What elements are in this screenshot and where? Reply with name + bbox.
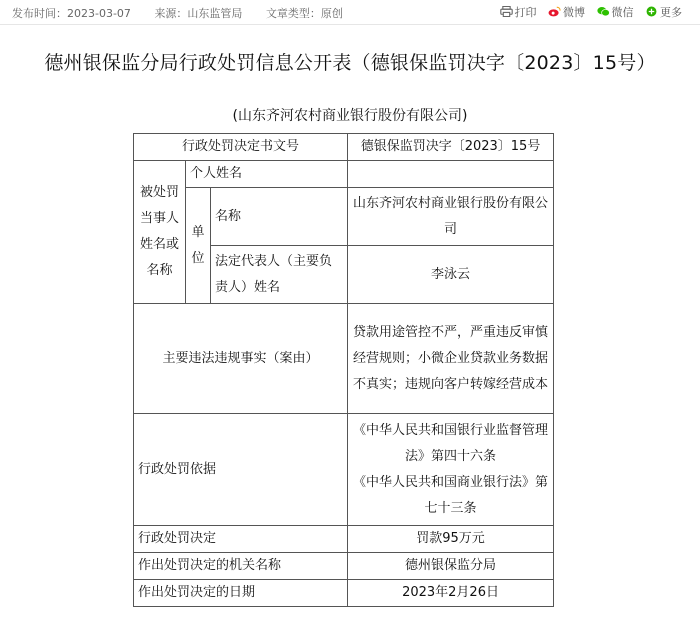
print-label: 打印 bbox=[514, 6, 537, 19]
facts-value: 贷款用途管控不严，严重违反审慎经营规则；小微企业贷款业务数据不真实；违规向客户转嫁经营成本 bbox=[348, 304, 554, 414]
decision-value: 罚款95万元 bbox=[348, 526, 554, 553]
table-row bbox=[134, 161, 554, 188]
legal-rep-label: 法定代表人（主要负责人）姓名 bbox=[211, 246, 348, 304]
penalty-info-table bbox=[133, 133, 554, 607]
authority-label: 作出处罚决定的机关名称 bbox=[134, 553, 348, 580]
table-row bbox=[134, 188, 554, 246]
entity-name-label: 名称 bbox=[211, 188, 348, 246]
page-title: 德州银保监分局行政处罚信息公开表（德银保监罚决字〔2023〕15号） bbox=[44, 52, 656, 74]
doc-number-value: 德银保监罚决字〔2023〕15号 bbox=[348, 134, 554, 161]
decision-date-value: 2023年2月26日 bbox=[348, 580, 554, 607]
publish-time: 发布时间：2023-03-07 bbox=[12, 7, 131, 20]
basis-law-2: 《中华人民共和国商业银行法》第七十三条 bbox=[353, 474, 549, 516]
facts-label: 主要违法违规事实（案由） bbox=[134, 304, 348, 414]
plus-circle-icon bbox=[645, 6, 658, 17]
article-meta-bar bbox=[0, 0, 700, 25]
table-row bbox=[134, 134, 554, 161]
article-source: 来源：山东监管局 bbox=[154, 7, 243, 20]
weibo-label: 微博 bbox=[563, 6, 585, 19]
table-row bbox=[134, 526, 554, 553]
unit-label: 单位 bbox=[186, 188, 211, 304]
article-type: 文章类型：原创 bbox=[265, 7, 343, 20]
weibo-icon bbox=[548, 6, 561, 17]
authority-value: 德州银保监分局 bbox=[348, 553, 554, 580]
table-row bbox=[134, 553, 554, 580]
article-meta bbox=[12, 5, 363, 21]
basis-law-1: 《中华人民共和国银行业监督管理法》第四十六条 bbox=[353, 422, 549, 464]
personal-name-label: 个人姓名 bbox=[186, 161, 348, 188]
entity-name-value: 山东齐河农村商业银行股份有限公司 bbox=[348, 188, 554, 246]
legal-rep-value: 李泳云 bbox=[348, 246, 554, 304]
document-subtitle: (山东齐河农村商业银行股份有限公司) bbox=[232, 108, 468, 124]
basis-label: 行政处罚依据 bbox=[134, 414, 348, 526]
decision-date-label: 作出处罚决定的日期 bbox=[134, 580, 348, 607]
table-row bbox=[134, 580, 554, 607]
party-label: 被处罚当事人姓名或名称 bbox=[134, 161, 186, 304]
more-share-button[interactable] bbox=[645, 4, 682, 20]
table-row bbox=[134, 414, 554, 526]
personal-name-value bbox=[348, 161, 554, 188]
wechat-share-button[interactable] bbox=[597, 4, 634, 20]
print-button[interactable] bbox=[500, 4, 537, 20]
basis-value bbox=[348, 414, 554, 526]
printer-icon bbox=[500, 6, 513, 17]
decision-label: 行政处罚决定 bbox=[134, 526, 348, 553]
wechat-icon bbox=[597, 6, 610, 17]
weibo-share-button[interactable] bbox=[548, 4, 585, 20]
more-label: 更多 bbox=[660, 6, 682, 19]
table-row bbox=[134, 304, 554, 414]
doc-number-label: 行政处罚决定书文号 bbox=[134, 134, 348, 161]
wechat-label: 微信 bbox=[611, 6, 634, 19]
share-toolbar bbox=[492, 4, 683, 20]
